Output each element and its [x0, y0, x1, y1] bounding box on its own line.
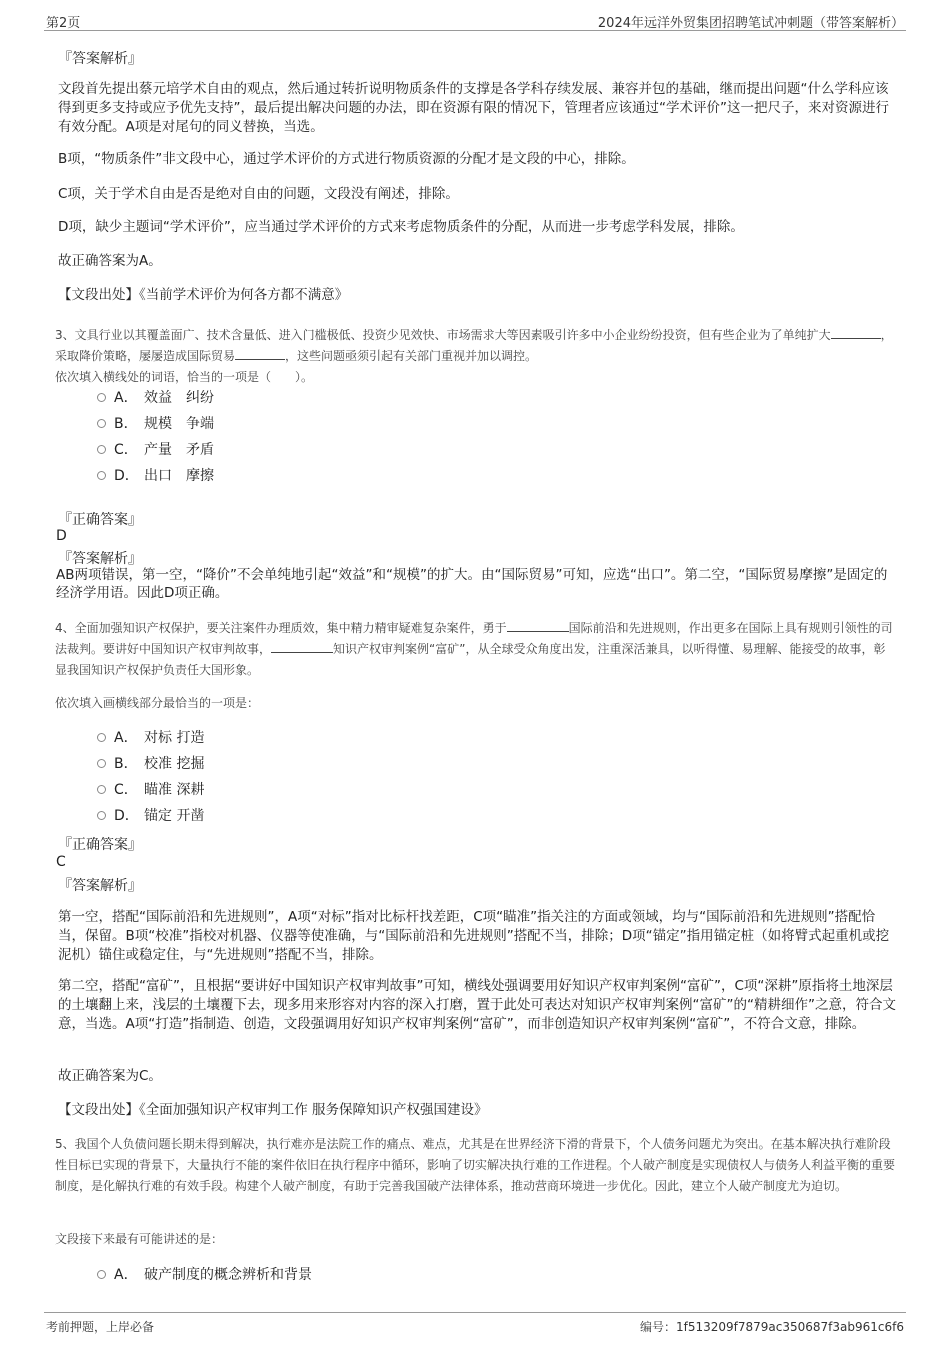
q4-stem-part2: 国际前沿和先进规则，作出更多在国际上具有规则引领性的司法裁判。要讲好中国知识产权审判故事， [55, 621, 893, 656]
q4-stem [55, 618, 897, 681]
radio-icon[interactable] [97, 419, 106, 428]
q3-correct-label: 『正确答案』 [58, 512, 142, 528]
q2-analysis-p2: B项，“物质条件”非文段中心，通过学术评价的方式进行物质资源的分配才是文段的中心，排除。 [58, 151, 635, 167]
q4-stem-part1: 4、全面加强知识产权保护，要关注案件办理质效，集中精力精审疑难复杂案件，勇于 [55, 621, 507, 635]
q3-analysis-label: 『答案解析』 [58, 551, 142, 567]
page-header [44, 8, 906, 31]
q3-analysis: AB两项错误，第一空，“降价”不会单纯地引起“效益”和“规模”的扩大。由“国际贸易”可知，应选“出口”。第二空，“国际贸易摩擦”是固定的经济学用语。因此D项正确。 [56, 567, 888, 601]
q5-option-a[interactable]: A． 破产制度的概念辨析和背景 [97, 1265, 312, 1285]
q4-analysis-p1: 第一空，搭配“国际前沿和先进规则”，A项“对标”指对比标杆找差距，C项“瞄准”指关注的方面或领域，均与“国际前沿和先进规则”搭配恰当，保留。B项“校准”指校对机器、仪器等使准确，与“国际前沿和先进规则”搭配不当，排除；D项“锚定”指用锚定桩（如将臂式起重机或挖泥机）锚住或稳定住，与“先进规则”搭配不当，排除。 [58, 909, 890, 963]
footer-code-label: 编号： [639, 1320, 676, 1334]
radio-icon[interactable] [97, 393, 106, 402]
q2-answer-line: 故正确答案为A。 [58, 253, 162, 269]
q3-option-b[interactable]: B． 规模 争端 [97, 414, 214, 434]
footer-code-value: 1f513209f7879ac350687f3ab961c6f6 [675, 1320, 904, 1334]
q4-analysis-label: 『答案解析』 [58, 878, 142, 894]
q2-analysis-p4: D项，缺少主题词“学术评价”，应当通过学术评价的方式来考虑物质条件的分配，从而进一步考虑学科发展，排除。 [58, 219, 744, 235]
document-title: 2024年远洋外贸集团招聘笔试冲刺题（带答案解析） [597, 16, 904, 31]
q3-stem-part2: ，采取降价策略，屡屡造成国际贸易 [55, 328, 893, 363]
footer-slogan: 考前押题，上岸必备 [46, 1320, 155, 1334]
radio-icon[interactable] [97, 759, 106, 768]
q3-stem [55, 325, 897, 367]
q4-option-a[interactable]: A． 对标 打造 [97, 728, 204, 748]
q2-source: 【文段出处】《当前学术评价为何各方都不满意》 [58, 287, 349, 303]
q4-option-d[interactable]: D． 锚定 开凿 [97, 806, 204, 826]
q5-prompt: 文段接下来最有可能讲述的是： [55, 1232, 224, 1246]
page-footer [44, 1312, 906, 1335]
q3-option-d[interactable]: D． 出口 摩擦 [97, 466, 214, 486]
q4-answer-line: 故正确答案为C。 [58, 1068, 162, 1084]
q4-correct-label: 『正确答案』 [58, 837, 142, 853]
q4-answer: C [56, 854, 66, 870]
radio-icon[interactable] [97, 811, 106, 820]
q4-stem-part3: 知识产权审判案例“富矿”，从全球受众角度出发，注重深活兼具，以听得懂、易理解、能接受的故事，彰显我国知识产权保护负责任大国形象。 [55, 642, 886, 677]
q3-blank-1 [831, 326, 881, 339]
q2-analysis-p3: C项，关于学术自由是否是绝对自由的问题，文段没有阐述，排除。 [58, 186, 459, 202]
q3-blank-2 [235, 347, 285, 360]
q4-option-c[interactable]: C． 瞄准 深耕 [97, 780, 204, 800]
q3-stem-part3: ，这些问题亟须引起有关部门重视并加以调控。 [285, 349, 538, 363]
q4-analysis-p2: 第二空，搭配“富矿”，且根据“要讲好中国知识产权审判故事”可知，横线处强调要用好知识产权审判案例“富矿”，C项“深耕”原指将土地深层的土壤翻上来，浅层的土壤覆下去，现多用来形容对内容的深入打磨，置于此处可表达对知识产权审判案例“富矿”的“精耕细作”之意，符合文意，当选。A项“打造”指制造、创造，文段强调用好知识产权审判案例“富矿”，而非创造知识产权审判案例“富矿”，不符合文意，排除。 [58, 978, 896, 1032]
q3-stem-part1: 3、文具行业以其覆盖面广、技术含量低、进入门槛极低、投资少见效快、市场需求大等因素吸引许多中小企业纷纷投资，但有些企业为了单纯扩大 [55, 328, 831, 342]
q5-stem: 5、我国个人负债问题长期未得到解决，执行难亦是法院工作的痛点、难点，尤其是在世界经济下滑的背景下，个人债务问题尤为突出。在基本解决执行难阶段性目标已实现的背景下，大量执行不能的案件依旧在执行程序中循环，影响了切实解决执行难的工作进程。个人破产制度是实现债权人与债务人利益平衡的重要制度，是化解执行难的有效手段。构建个人破产制度，有助于完善我国破产法律体系，推动营商环境进一步优化。因此，建立个人破产制度尤为迫切。 [55, 1137, 896, 1193]
footer-code [640, 1318, 904, 1335]
q4-source: 【文段出处】《全面加强知识产权审判工作 服务保障知识产权强国建设》 [58, 1102, 488, 1118]
q3-option-a[interactable]: A． 效益 纠纷 [97, 388, 214, 408]
radio-icon[interactable] [97, 445, 106, 454]
q2-analysis-label: 『答案解析』 [58, 51, 142, 67]
q2-analysis-p1: 文段首先提出蔡元培学术自由的观点，然后通过转折说明物质条件的支撑是各学科存续发展、兼容并包的基础，继而提出问题“什么学科应该得到更多支持或应予优先支持”，最后提出解决问题的办法，即在资源有限的情况下，管理者应该通过“学术评价”这一把尺子，来对资源进行有效分配。A项是对尾句的同义替换，当选。 [58, 81, 889, 135]
radio-icon[interactable] [97, 785, 106, 794]
q4-option-b[interactable]: B． 校准 挖掘 [97, 754, 204, 774]
page-number: 第2页 [46, 16, 81, 31]
radio-icon[interactable] [97, 471, 106, 480]
q3-prompt: 依次填入横线处的词语，恰当的一项是（ ）。 [55, 370, 314, 384]
q3-option-c[interactable]: C． 产量 矛盾 [97, 440, 214, 460]
q4-blank-1 [507, 619, 569, 632]
q3-answer: D [56, 528, 67, 544]
radio-icon[interactable] [97, 733, 106, 742]
q4-prompt: 依次填入画横线部分最恰当的一项是： [55, 696, 260, 710]
q4-blank-2 [271, 640, 333, 653]
radio-icon[interactable] [97, 1270, 106, 1279]
